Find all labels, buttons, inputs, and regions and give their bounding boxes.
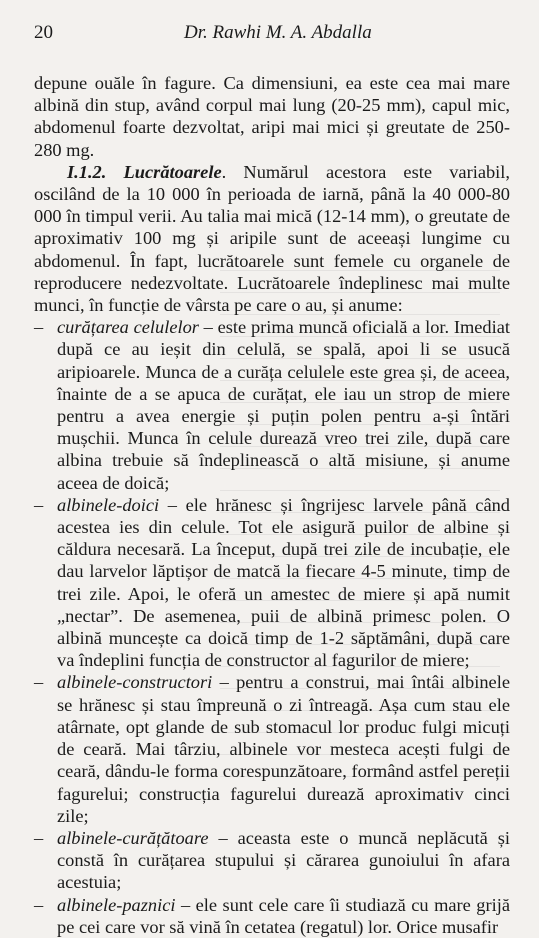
page-number: 20 bbox=[34, 22, 53, 43]
list-item bbox=[34, 494, 510, 672]
list-item bbox=[34, 894, 510, 938]
list-dash: – bbox=[34, 894, 44, 915]
list-dash: – bbox=[34, 827, 44, 848]
list-term: albinele-constructori bbox=[57, 672, 213, 693]
list-text: – este prima muncă oficială a lor. Imediat după ce au ieșit din celulă, se spală, apoi li se usucă aripioarele. Munca de a curăța celulele este grea și, de aceea, înainte de a se apuca de curățat, ele iau un strop de miere pentru a avea energie și puțin polen pentru a-și întări mușchii. Munca în celule durează vreo trei zile, după care albina trebuie să îndeplinească o altă misiune, și anume aceea de doică; bbox=[57, 317, 511, 493]
list-term: albinele-doici bbox=[57, 494, 160, 515]
section-paragraph bbox=[34, 161, 510, 316]
list-text: – pentru a construi, mai întâi albinele se hrănesc și stau împreună o zi întreagă. Așa cum stau ele atârnate, opt glande de sub stomacul lor produc fulgi micuți de ceară. Mai târziu, albinele vor mesteca acești fulgi de ceară, dându-le forma corespunzătoare, formând astfel pereții fagurelui; construcția fagurelui durează aproximativ cinci zile; bbox=[57, 672, 510, 826]
list-term: albinele-paznici bbox=[57, 894, 176, 915]
list-dash: – bbox=[34, 494, 44, 515]
list-dash: – bbox=[34, 317, 44, 338]
list-term: curățarea celulelor bbox=[57, 317, 199, 338]
list-text: – ele hrănesc și îngrijesc larvele până când acestea ies din celule. Tot ele asigură puilor de albine și căldura necesară. La început, după trei zile de incubație, ele dau larvelor lăptișor de matcă la fiecare 4-5 minute, timp de trei zile. Apoi, le oferă un amestec de miere și apă numit „nectar”. De asemenea, puii de albină primesc polen. O albină muncește ca doică timp de 1-2 săptămâni, după care va îndeplini funcția de constructor al fagurilor de miere; bbox=[57, 494, 510, 671]
running-head: Dr. Rawhi M. A. Abdalla bbox=[184, 22, 372, 43]
list-item bbox=[34, 827, 510, 894]
list-text: – ele sunt cele care îi studiază cu mare grijă pe cei care vor să vină în cetatea (regatul) lor. Orice musafir bbox=[57, 894, 510, 937]
section-text: . Numărul acestora este variabil, oscilând de la 10 000 în perioada de iarnă, până la 40 000-80 000 în timpul verii. Au talia mai mică (12-14 mm), o greutate de aproximativ 100 mg și aripile sunt de aceeași lungime cu abdomenul. În fapt, lucrătoarele sunt femele cu organele de reproducere nedezvoltate. Lucrătoarele îndeplinesc mai multe munci, în funcție de vârsta pe care o au, și anume: bbox=[34, 161, 510, 316]
list-item bbox=[34, 316, 510, 494]
list-dash: – bbox=[34, 672, 44, 693]
page-body bbox=[34, 72, 510, 938]
page-header bbox=[34, 22, 509, 52]
list-text: – aceasta este o muncă neplăcută și constă în curățarea stupului și cărarea gunoiului în afara acestuia; bbox=[57, 827, 510, 893]
list-item bbox=[34, 671, 510, 826]
intro-paragraph: depune ouăle în fagure. Ca dimensiuni, ea este cea mai mare albină din stup, având corpul mai lung (20-25 mm), capul mic, abdomenul foarte dezvoltat, aripi mai mici și greutate de 250-280 mg. bbox=[34, 73, 510, 160]
list-term: albinele-curățătoare bbox=[57, 827, 209, 848]
section-heading: I.1.2. Lucrătoarele bbox=[67, 161, 222, 182]
